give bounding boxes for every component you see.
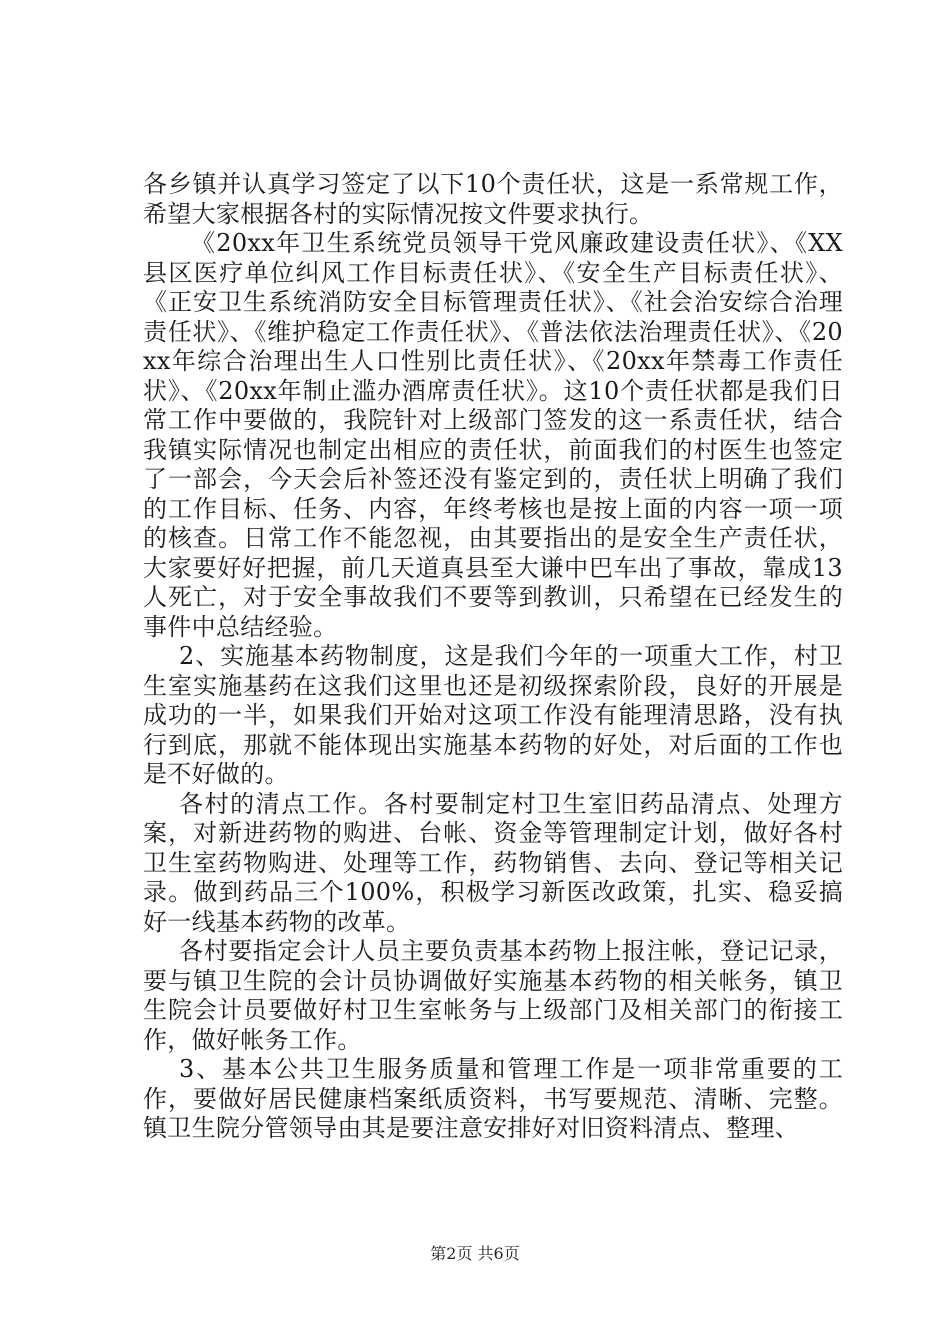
paragraph-intro: 各乡镇并认真学习签定了以下10个责任状，这是一系常规工作，希望大家根据各村的实际情况按文件要求执行。 [143, 170, 843, 228]
page-footer: 第2页 共6页 [430, 1244, 520, 1263]
paragraph-essential-drugs: 2、实施基本药物制度，这是我们今年的一项重大工作，村卫生室实施基药在这我们这里也还是初级探索阶段，良好的开展是成功的一半，如果我们开始对这项工作没有能理清思路，没有执行到底，那就不能体现出实施基本药物的好处，对后面的工作也是不好做的。 [143, 642, 843, 788]
paragraph-public-health: 3、基本公共卫生服务质量和管理工作是一项非常重要的工作，要做好居民健康档案纸质资料，书写要规范、清晰、完整。镇卫生院分管领导由其是要注意安排好对旧资料清点、整理、 [143, 1055, 843, 1142]
paragraph-accounting: 各村要指定会计人员主要负责基本药物上报注帐，登记记录，要与镇卫生院的会计员协调做好实施基本药物的相关帐务，镇卫生院会计员要做好村卫生室帐务与上级部门及相关部门的衔接工作，做好帐务工作。 [143, 937, 843, 1054]
document-body [143, 170, 843, 1144]
paragraph-responsibility-list: 《20xx年卫生系统党员领导干党风廉政建设责任状》、《XX县区医疗单位纠风工作目标责任状》、《安全生产目标责任状》、《正安卫生系统消防安全目标管理责任状》、《社会治安综合治理责任状》、《维护稳定工作责任状》、《普法依法治理责任状》、《20xx年综合治理出生人口性别比责任状》、《20xx年禁毒工作责任状》、《20xx年制止滥办酒席责任状》。这10个责任状都是我们日常工作中要做的，我院针对上级部门签发的这一系责任状，结合我镇实际情况也制定出相应的责任状，前面我们的村医生也签定了一部会，今天会后补签还没有鉴定到的，责任状上明确了我们的工作目标、任务、内容，年终考核也是按上面的内容一项一项的核查。日常工作不能忽视，由其要指出的是安全生产责任状，大家要好好把握，前几天道真县至大谦中巴车出了事故，靠成13人死亡，对于安全事故我们不要等到教训，只希望在已经发生的事件中总结经验。 [143, 229, 843, 641]
paragraph-inventory: 各村的清点工作。各村要制定村卫生室旧药品清点、处理方案，对新进药物的购进、台帐、资金等管理制定计划，做好各村卫生室药物购进、处理等工作，药物销售、去向、登记等相关记录。做到药品三个100%，积极学习新医改政策，扎实、稳妥搞好一线基本药物的改革。 [143, 789, 843, 936]
